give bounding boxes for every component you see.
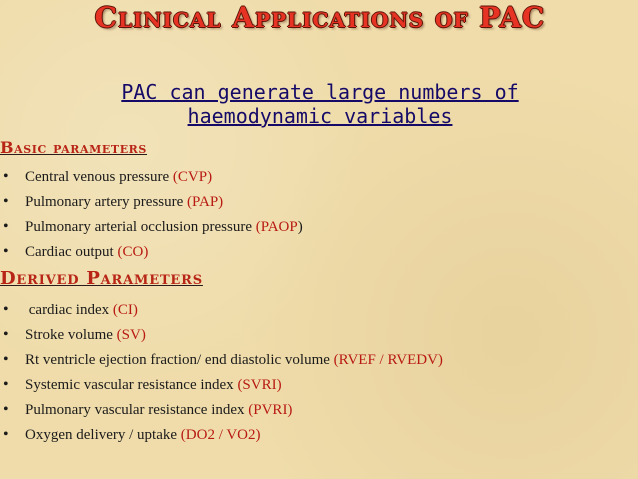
item-text: Oxygen delivery / uptake <box>25 427 181 443</box>
bullet-icon: • <box>3 218 9 235</box>
basic-parameters-heading: Basic parameters <box>0 138 147 157</box>
item-text: Stroke volume <box>25 327 117 343</box>
item-abbreviation: (PVRI) <box>248 402 293 418</box>
list-item <box>0 347 443 372</box>
slide-subtitle <box>60 80 580 128</box>
subtitle-text: PAC can generate large numbers of haemodynamic variables <box>121 80 519 128</box>
bullet-icon: • <box>3 326 9 343</box>
bullet-icon: • <box>3 193 9 210</box>
item-text: Pulmonary arterial occlusion pressure <box>25 219 256 235</box>
item-abbreviation: (DO2 / VO2) <box>180 427 261 443</box>
item-abbreviation: (SV) <box>116 327 146 343</box>
item-text: Cardiac output <box>25 244 118 260</box>
item-suffix: ) <box>297 219 303 235</box>
derived-parameters-list <box>0 297 443 447</box>
bullet-icon: • <box>3 168 9 185</box>
list-item <box>0 164 303 189</box>
bullet-icon: • <box>3 243 9 260</box>
basic-parameters-list <box>0 164 303 264</box>
bullet-icon: • <box>3 426 9 443</box>
item-text: Pulmonary vascular resistance index <box>25 402 249 418</box>
item-abbreviation: (SVRI) <box>237 377 282 393</box>
item-abbreviation: (PAP) <box>187 194 224 210</box>
item-abbreviation: (CO) <box>117 244 149 260</box>
derived-parameters-heading: Derived Parameters <box>0 268 203 289</box>
list-item <box>0 397 443 422</box>
list-item <box>0 239 303 264</box>
item-text: cardiac index <box>25 302 113 318</box>
item-text: Pulmonary artery pressure <box>25 194 188 210</box>
item-text: Systemic vascular resistance index <box>25 377 238 393</box>
bullet-icon: • <box>3 376 9 393</box>
bullet-icon: • <box>3 401 9 418</box>
slide-title: Clinical Applications of PAC <box>94 1 546 34</box>
list-item <box>0 214 303 239</box>
item-abbreviation: (RVEF / RVEDV) <box>333 352 443 368</box>
item-abbreviation: (CVP) <box>172 169 213 185</box>
bullet-icon: • <box>3 301 9 318</box>
list-item <box>0 297 443 322</box>
list-item <box>0 189 303 214</box>
item-text: Central venous pressure <box>25 169 173 185</box>
list-item <box>0 422 443 447</box>
bullet-icon: • <box>3 351 9 368</box>
list-item <box>0 372 443 397</box>
item-abbreviation: (PAOP <box>255 219 298 235</box>
item-text: Rt ventricle ejection fraction/ end diastolic volume <box>25 352 334 368</box>
list-item <box>0 322 443 347</box>
item-abbreviation: (CI) <box>112 302 138 318</box>
